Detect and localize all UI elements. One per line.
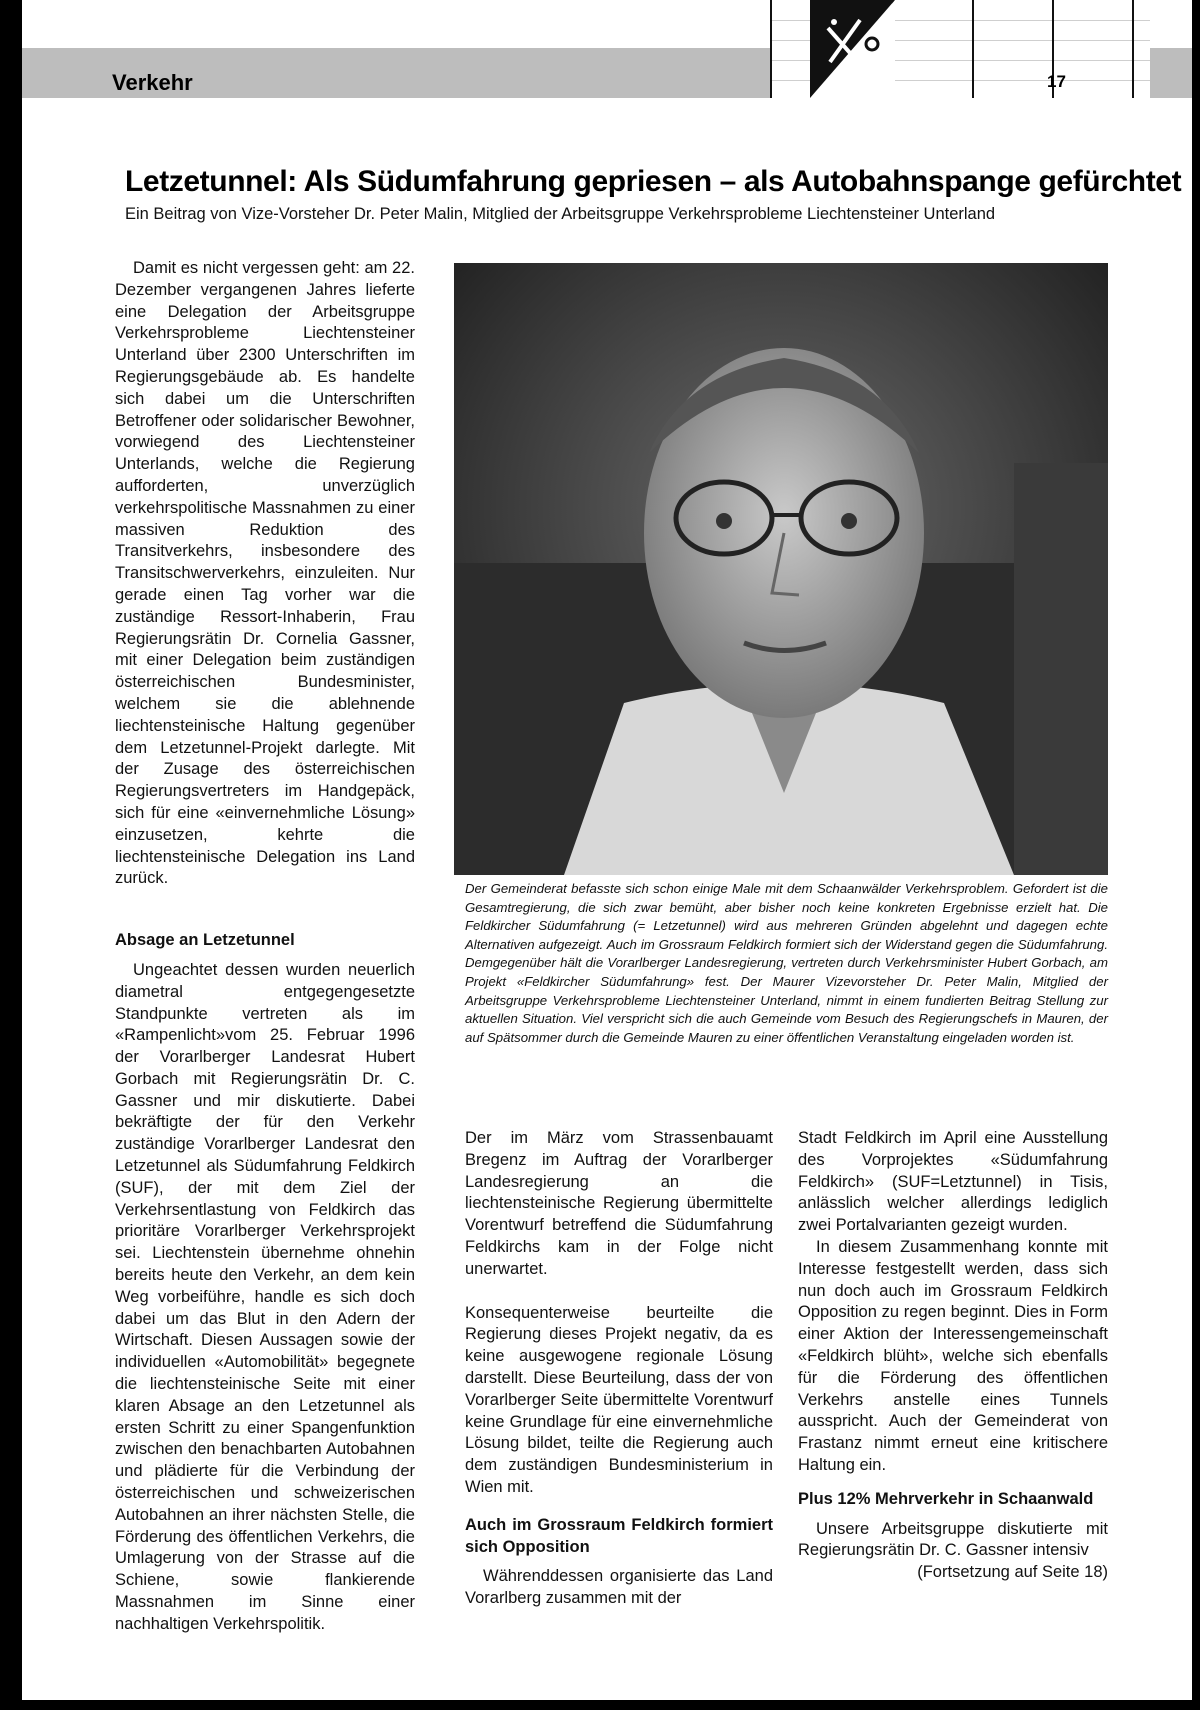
- intro-paragraph: Damit es nicht vergessen geht: am 22. Dezember vergangenen Jahres lieferte eine Delegation der Arbeitsgruppe Verkehrsprobleme Liechtensteiner Unterland über 2300 Unterschriften im Regierungsgebäude ab. Es handelte sich dabei um die Unterschriften Betroffener oder solidarischer Bewohner, vorwiegend des Liechtensteiner Unterlands, welche die Regierung aufforderten, unverzüglich verkehrspolitische Massnahmen zu einer massiven Reduktion des Transitverkehrs, insbesondere des Transitschwerverkehrs, einzuleiten. Nur gerade einen Tag vorher war die zuständige Ressort-Inhaberin, Frau Regierungsrätin Dr. Cornelia Gassner, mit einer Delegation beim zuständigen österreichischen Bundesminister, welchem sie die ablehnende liechtensteinische Haltung gegenüber dem Letzetunnel-Projekt darlegte. Mit der Zusage des österreichischen Regierungsvertreters im Handgepäck, sich für eine «einvernehmliche Lösung» einzusetzen, kehrte die liechtensteinische Delegation ins Land zurück.: [115, 259, 415, 888]
- portrait-photo: [454, 263, 1108, 875]
- column-right: [798, 1128, 1108, 1584]
- heading-mehrverkehr: Plus 12% Mehrverkehr in Schaanwald: [798, 1489, 1094, 1508]
- section-title: Verkehr: [112, 70, 193, 95]
- heading-grossraum: Auch im Grossraum Feldkirch formiert sich Opposition: [465, 1515, 773, 1556]
- article-subtitle: Ein Beitrag von Vize-Vorsteher Dr. Peter Malin, Mitglied der Arbeitsgruppe Verkehrsprobleme Liechtensteiner Unterland: [125, 205, 996, 223]
- right-paragraph-1: Stadt Feldkirch im April eine Ausstellung des Vorprojektes «Südumfahrung Feldkirch» (SUF=Letztunnel) in Tisis, anlässlich welcher allerdings lediglich zwei Portalvarianten gezeigt wurden.: [798, 1129, 1108, 1235]
- header-grid: [770, 0, 1150, 98]
- photo-caption: Der Gemeinderat befasste sich schon einige Male mit dem Schaanwälder Verkehrsproblem. Gefordert ist die Gesamtregierung, die sich zwar bemüht, aber bisher noch keine konkreten Ergebnisse erzielt hat. Die Feldkircher Südumfahrung (= Letzetunnel) wird aus mehreren Gründen abgelehnt und dagegen echte Alternativen aufgezeigt. Auch im Grossraum Feldkirch formiert sich der Widerstand gegen die Südumfahrung. Demgegenüber hält die Vorarlberger Landesregierung, vertreten durch Verkehrsminister Hubert Gorbach, am Projekt «Feldkircher Südumfahrung» fest. Der Maurer Vizevorsteher Dr. Peter Malin, Mitglied der Arbeitsgruppe Verkehrsprobleme Liechtensteiner Unterland, nimmt in einem fundierten Beitrag Stellung zur aktuellen Situation. Viel verspricht sich die auch Gemeinde vom Besuch des Regierungschefs in Mauren, der auf Spätsommer durch die Gemeinde Mauren zu einer öffentlichen Veranstaltung eingeladen worden ist.: [465, 881, 1108, 1045]
- middle-paragraph-1: Der im März vom Strassenbauamt Bregenz im Auftrag der Vorarlberger Landesregierung an die liechtensteinische Regierung übermittelte Vorentwurf betreffend die Südumfahrung Feldkirchs kam in der Folge nicht unerwartet.: [465, 1129, 773, 1278]
- right-paragraph-2: In diesem Zusammenhang konnte mit Interesse festgestellt werden, dass sich nun doch auch im Grossraum Feldkirch Opposition zu regen beginnt. Dies in Form einer Aktion der Interessengemeinschaft «Feldkirch blüht», welche sich ebenfalls für die Förderung des öffentlichen Verkehrs anstelle eines Tunnels ausspricht. Auch der Gemeinderat von Frastanz nimmt erneut eine kritischere Haltung ein.: [798, 1237, 1108, 1474]
- column-middle: [465, 1128, 773, 1610]
- continued-note: (Fortsetzung auf Seite 18): [917, 1563, 1108, 1582]
- column-left: [115, 258, 415, 1636]
- article-title: Letzetunnel: Als Südumfahrung gepriesen – als Autobahnspange gefürchtet: [125, 165, 1182, 198]
- right-paragraph-3: Unsere Arbeitsgruppe diskutierte mit Regierungsrätin Dr. C. Gassner intensiv: [798, 1519, 1108, 1560]
- middle-paragraph-2: Konsequenterweise beurteilte die Regierung dieses Projekt negativ, da es keine ausgewogene regionale Lösung darstellt. Diese Beurteilung, dass der von Vorarlberger Seite übermittelte Vorentwurf keine Grundlage für eine einvernehmliche Lösung bildet, teilte die Regierung auch dem zuständigen Bundesministerium in Wien mit.: [465, 1303, 773, 1496]
- heading-absage: Absage an Letzetunnel: [115, 931, 295, 950]
- page: [22, 0, 1192, 1700]
- page-number: 17: [1047, 72, 1066, 91]
- middle-paragraph-3: Währenddessen organisierte das Land Vorarlberg zusammen mit der: [465, 1567, 773, 1608]
- body-paragraph: Ungeachtet dessen wurden neuerlich diametral entgegengesetzte Standpunkte vertreten als im «Rampenlicht»vom 25. Februar 1996 der Vorarlberger Landesrat Hubert Gorbach mit Regierungsrätin Dr. C. Gassner und mir diskutierte. Dabei bekräftigte der für den Verkehr zuständige Vorarlberger Landesrat den Letzetunnel als Südumfahrung Feldkirch (SUF), der mit dem Ziel der Verkehrsentlastung von Feldkirch das prioritäre Vorarlberger Verkehrsprojekt sei. Liechtenstein übernehme ohnehin bereits heute den Verkehr, an dem kein Weg vorbeiführe, handle es sich doch dabei um das Blut in den Adern der Wirtschaft. Diesen Aussagen sowie der individuellen «Automobilität» begegnete die liechtensteinische Seite mit einer klaren Absage an den Letzetunnel als ersten Schritt zu einer Spangenfunktion zwischen den benachbarten Autobahnen und plädierte für die Verbindung der österreichischen und schweizerischen Autobahnen an ihrer nächsten Stelle, die Förderung des öffentlichen Verkehrs, die Umlagerung von der Strasse auf die Schiene, sowie flankierende Massnahmen im Sinne einer nachhaltigen Verkehrspolitik.: [115, 960, 415, 1633]
- crossed-tools-emblem-icon: [810, 0, 895, 98]
